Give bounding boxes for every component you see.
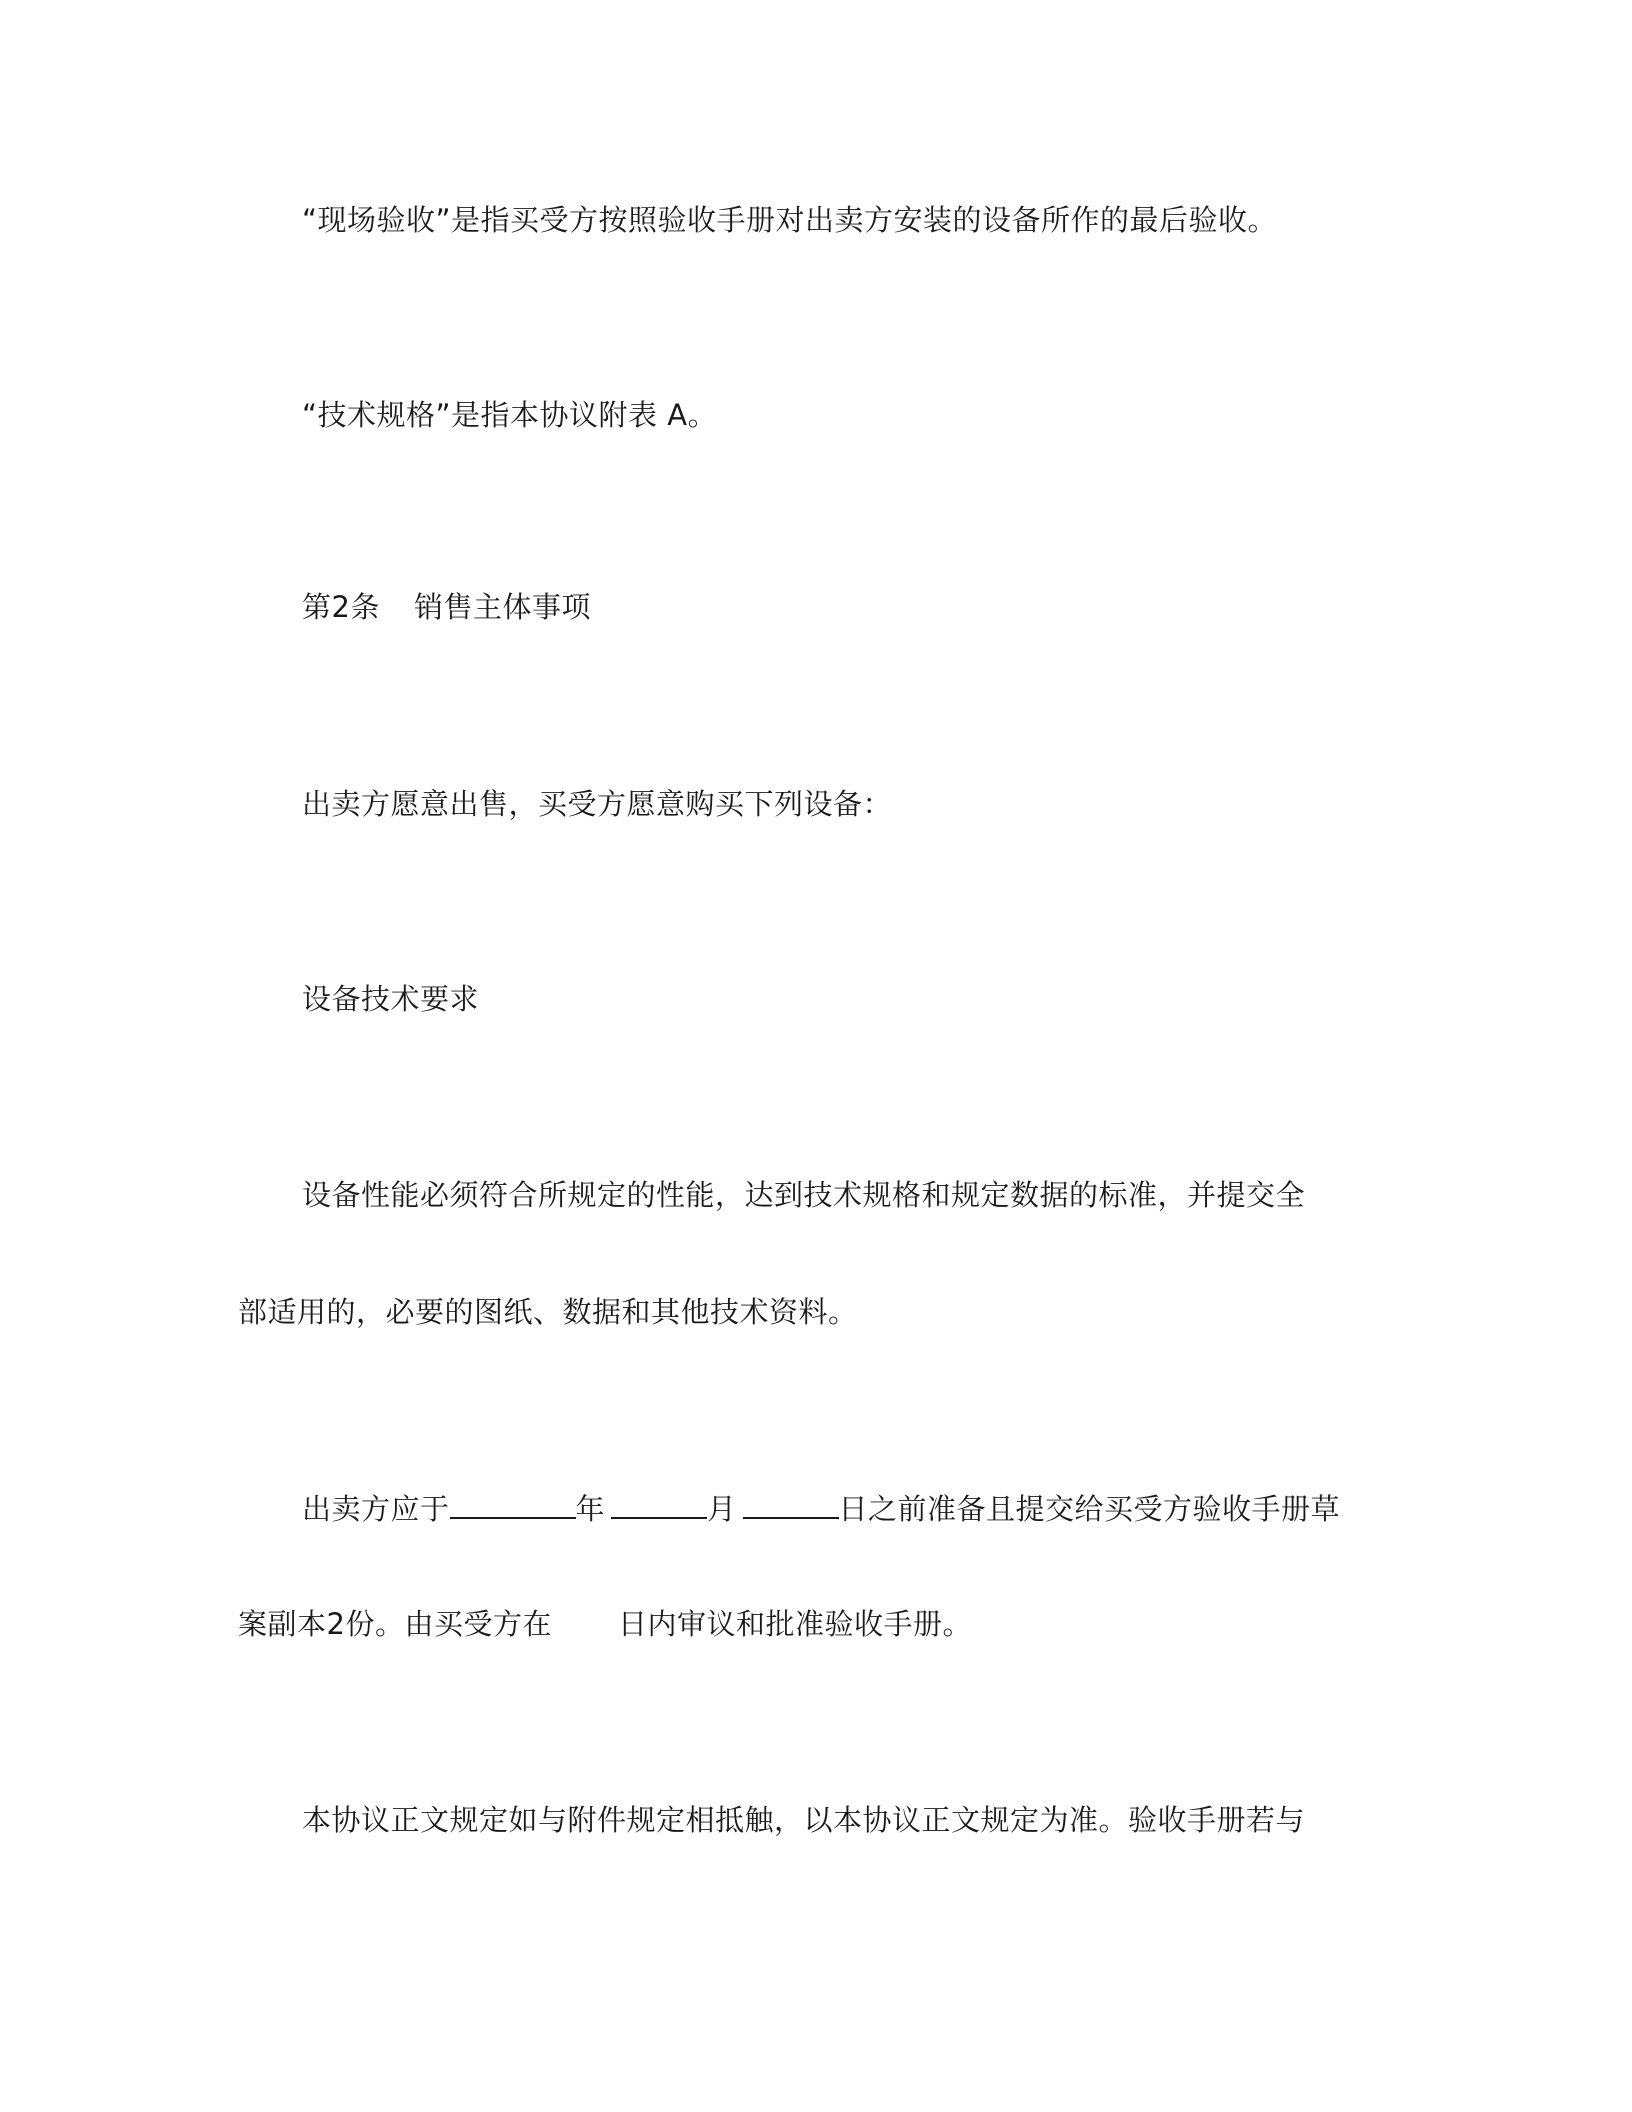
deadline-text-end: 日之前准备且提交给买受方验收手册草 [838,1492,1341,1526]
paragraph-technical-spec: “技术规格”是指本协议附表 A。 [302,398,718,432]
day-blank [743,1487,839,1519]
paragraph-site-acceptance: “现场验收”是指买受方按照验收手册对出卖方安装的设备所作的最后验收。 [302,203,1278,237]
section-title: 销售主体事项 [413,590,591,624]
paragraph-performance-line2: 部适用的，必要的图纸、数据和其他技术资料。 [238,1295,858,1329]
paragraph-sale-intent: 出卖方愿意出售，买受方愿意购买下列设备： [302,787,893,821]
section-number: 第2条 [302,590,380,624]
paragraph-equipment-requirements: 设备技术要求 [302,982,480,1016]
deadline-text-start: 出卖方应于 [302,1492,450,1526]
copies-text: 案副本2份。由买受方在 [238,1607,552,1641]
year-blank [450,1487,576,1519]
year-label: 年 [575,1492,606,1526]
paragraph-performance-line1: 设备性能必须符合所规定的性能，达到技术规格和规定数据的标准，并提交全 [302,1178,1306,1212]
month-label: 月 [707,1492,737,1526]
paragraph-manual-deadline-line2 [238,1604,972,1644]
section-heading [302,587,591,627]
paragraph-precedence-line1: 本协议正文规定如与附件规定相抵触，以本协议正文规定为准。验收手册若与 [302,1803,1306,1837]
review-text: 日内审议和批准验收手册。 [617,1607,972,1641]
month-blank [611,1487,707,1519]
paragraph-manual-deadline-line1 [302,1487,1340,1529]
